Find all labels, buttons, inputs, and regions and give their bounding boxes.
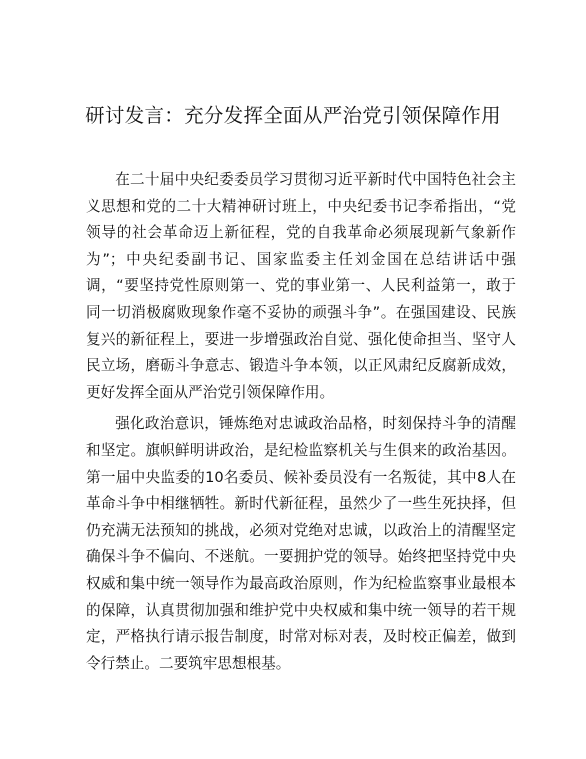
- document-body: [86, 167, 516, 677]
- paragraph-1: 在二十届中央纪委委员学习贯彻习近平新时代中国特色社会主义思想和党的二十大精神研讨班上，中央纪委书记李希指出，“党领导的社会革命迈上新征程，党的自我革命必须展现新气象新作为”；中央纪委副书记、国家监委主任刘金国在总结讲话中强调，“要坚持党性原则第一、党的事业第一、人民利益第一，敢于同一切消极腐败现象作毫不妥协的顽强斗争”。在强国建设、民族复兴的新征程上，要进一步增强政治自觉、强化使命担当、坚守人民立场，磨砺斗争意志、锻造斗争本领，以正风肃纪反腐新成效，更好发挥全面从严治党引领保障作用。: [86, 171, 516, 401]
- document-title: 研讨发言：充分发挥全面从严治党引领保障作用: [85, 104, 501, 127]
- paragraph-2: 强化政治意识，锤炼绝对忠诚政治品格，时刻保持斗争的清醒和坚定。旗帜鲜明讲政治，是纪检监察机关与生俱来的政治基因。第一届中央监委的10名委员、候补委员没有一名叛徒，其中8人在革命斗争中相继牺牲。新时代新征程，虽然少了一些生死抉择，但仍充满无法预知的挑战，必须对党绝对忠诚，以政治上的清醒坚定确保斗争不偏向、不迷航。一要拥护党的领导。始终把坚持党中央权威和集中统一领导作为最高政治原则，作为纪检监察事业最根本的保障，认真贯彻加强和维护党中央权威和集中统一领导的若干规定，严格执行请示报告制度，时常对标对表，及时校正偏差，做到令行禁止。二要筑牢思想根基。: [86, 415, 516, 672]
